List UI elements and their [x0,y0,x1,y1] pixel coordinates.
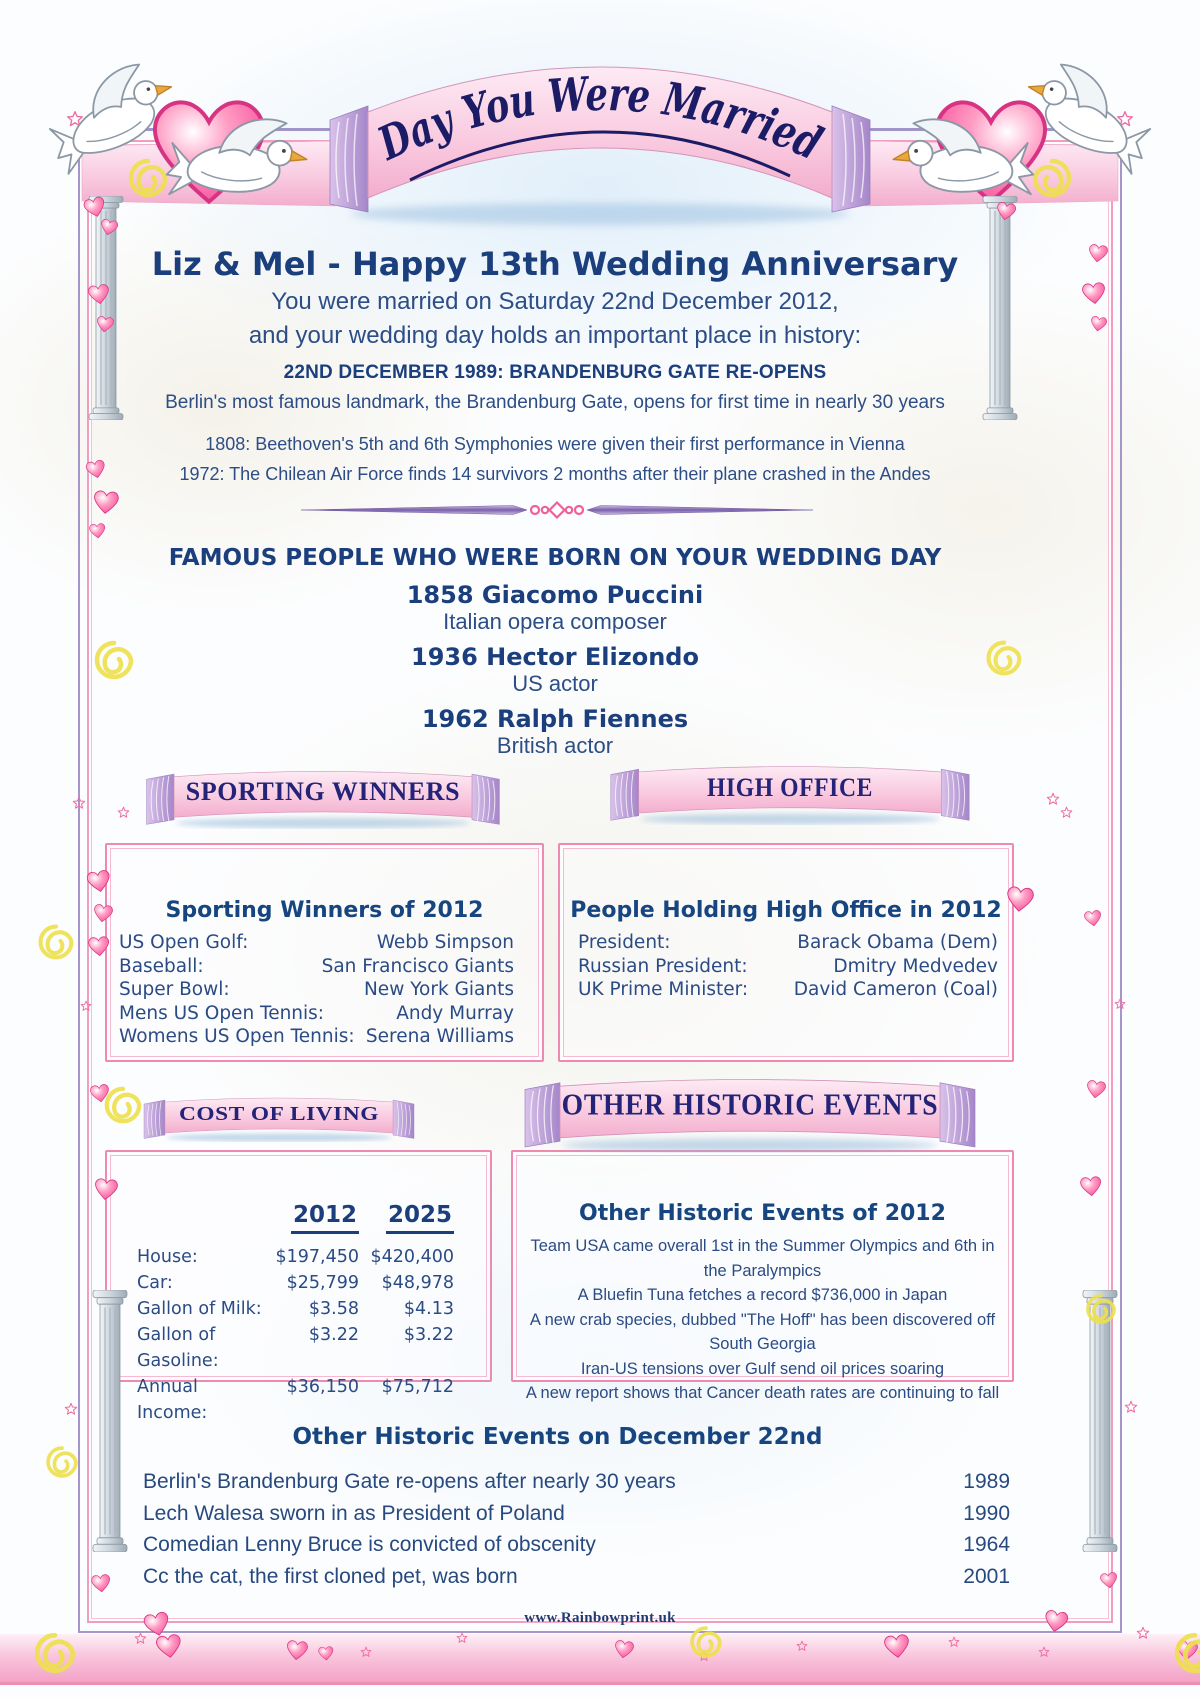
row-value: David Cameron (Coal) [793,979,998,1000]
star-icon [64,1402,78,1416]
swirl-icon [1172,1630,1200,1676]
heart-icon [85,868,113,895]
col-header-2025: 2025 [386,1200,454,1234]
row-label: Womens US Open Tennis: [119,1026,355,1047]
row-label: House: [137,1247,198,1267]
high-office-heading: People Holding High Office in 2012 [570,898,1002,923]
star-icon [1114,998,1126,1010]
value-2025: $3.22 [403,1325,454,1345]
star-icon [1136,1626,1150,1640]
event-line: A new report shows that Cancer death rates are continuing to fall [525,1384,1000,1402]
heart-icon [317,1645,334,1661]
heart-icon [1089,315,1109,334]
event-year: 1990 [963,1501,1010,1525]
row-value: New York Giants [363,979,514,1000]
ribbon-label: HIGH OFFICE [707,771,873,802]
table-row [578,931,998,955]
heart-icon [154,1632,183,1660]
heart-icon [95,315,115,334]
row-label: Mens US Open Tennis: [119,1002,325,1024]
swirl-icon [102,1084,144,1126]
ribbon-banner-sporting [127,757,519,829]
sporting-heading: Sporting Winners of 2012 [165,898,484,923]
heart-icon [1042,1608,1070,1635]
star-icon [72,796,86,810]
star-icon [360,1646,372,1658]
table-row [119,955,514,979]
row-label: Gallon of Milk: [137,1299,262,1319]
heart-icon [92,489,120,516]
pillar-icon [982,196,1018,420]
row-value: Andy Murray [396,1002,514,1024]
event-line: Iran-US tensions over Gulf send oil prices soaring [580,1359,945,1378]
banner-title: Day You Were Married [370,66,837,174]
row-label: UK Prime Minister: [578,979,749,1000]
dec22-heading: Other Historic Events on December 22nd [292,1424,823,1450]
event-text: Berlin's Brandenburg Gate re-opens after nearly 30 years [143,1470,676,1493]
swirl-icon [44,1444,80,1480]
swirl-icon [688,1624,724,1660]
footer-website: www.Rainbowprint.uk [524,1610,676,1626]
title-block [95,243,1015,353]
heart-icon [84,458,108,481]
heart-icon [1005,885,1036,915]
ribbon-banner-high-office [590,752,990,825]
person-name: 1962 Ralph Fiennes [421,705,689,733]
star-icon [1038,1646,1050,1658]
star-icon [80,1000,92,1012]
dec22-rows [105,1466,1010,1592]
top-banner [0,0,1200,240]
heart-icon [1085,1079,1107,1101]
row-value: Webb Simpson [376,932,514,953]
star-icon [796,1640,808,1652]
row-label: Baseball: [119,955,204,977]
heart-icon [87,935,111,958]
row-label: Annual Income: [137,1377,208,1423]
high-office-rows [578,931,998,1002]
table-row [143,1529,1010,1561]
event-line: 1808: Beethoven's 5th and 6th Symphonies were given their first performance in Vienna [205,434,905,454]
event-year: 1964 [963,1533,1010,1556]
ribbon-banner-cost [128,1087,430,1142]
heart-icon [1087,243,1109,265]
table-row [143,1466,1010,1498]
event-text: Cc the cat, the first cloned pet, was born [143,1564,518,1588]
person-role: Italian opera composer [443,609,667,634]
event-text: Lech Walesa sworn in as President of Poland [143,1501,565,1525]
event-line: Team USA came overall 1st in the Summer Olympics and 6th in the Paralympics [530,1237,995,1280]
event-detail: Berlin's most famous landmark, the Brandenburg Gate, opens for first time in nearly 30 years [165,392,945,413]
famous-people-section [95,543,1015,759]
row-value: San Francisco Giants [321,955,514,977]
heart-icon [995,200,1018,222]
wedding-day-event-block [95,360,1015,416]
event-line: 1972: The Chilean Air Force finds 14 survivors 2 months after their plane crashed in the Andes [179,464,931,484]
table-row [119,978,514,1002]
row-label: Gallon of Gasoline: [137,1325,219,1371]
dec22-events-section [105,1422,1010,1592]
marriage-date-line: You were married on Saturday 22nd December 2012, [271,288,839,315]
ribbon-banner-historic [500,1061,1000,1153]
famous-person [95,705,1015,759]
event-year: 1989 [963,1470,1010,1493]
table-row [143,1561,1010,1593]
swirl-icon [36,922,76,962]
star-icon [948,1636,960,1648]
heart-icon [98,217,119,237]
row-label: President: [578,932,671,953]
event-line: A new crab species, dubbed "The Hoff" has been discovered off South Georgia [529,1310,996,1353]
star-icon [1124,1400,1138,1414]
page-title: Liz & Mel - Happy 13th Wedding Anniversary [151,245,959,283]
sporting-winners-box [105,843,544,1062]
heart-icon [1099,1571,1119,1590]
history-intro-line: and your wedding day holds an important place in history: [248,322,862,349]
heart-icon [1083,909,1103,928]
row-value: Dmitry Medvedev [833,955,998,977]
famous-person [95,643,1015,697]
value-2012: $197,450 [275,1247,359,1267]
table-row [119,1002,514,1026]
value-2025: $75,712 [381,1377,454,1397]
value-2025: $48,978 [381,1273,454,1293]
row-label: Russian President: [578,955,748,977]
heart-icon [92,903,114,925]
person-name: 1936 Hector Elizondo [411,643,699,671]
row-value: Serena Williams [365,1026,514,1047]
cost-of-living-box [105,1150,492,1423]
heart-icon [88,522,107,540]
ribbon-label: OTHER HISTORIC EVENTS [561,1087,939,1122]
heart-icon [90,1573,112,1594]
heart-icon [1079,1175,1103,1198]
ribbon-label: COST OF LIVING [179,1103,379,1125]
divider-ornament [297,497,817,523]
star-icon [117,806,130,819]
sporting-rows [119,931,514,1049]
value-2012: $36,150 [286,1377,359,1397]
pillar-icon [92,1290,128,1552]
event-headline: 22ND DECEMBER 1989: BRANDENBURG GATE RE-OPENS [283,362,827,383]
value-2012: $3.22 [308,1325,359,1345]
pillar-icon [1082,1290,1118,1552]
value-2012: $25,799 [286,1273,359,1293]
event-line: A Bluefin Tuna fetches a record $736,000 in Japan [577,1286,948,1304]
historic-2012-events [521,1234,1004,1406]
cost-column-headers [107,1200,490,1234]
value-2025: $420,400 [370,1247,454,1267]
star-icon [1060,806,1073,819]
heart-icon [883,1633,911,1661]
heart-icon [285,1639,309,1662]
value-2025: $4.13 [403,1299,454,1319]
table-row [143,1498,1010,1530]
table-row [119,931,514,955]
star-icon [456,1632,468,1644]
swirl-icon [32,1630,78,1676]
event-text: Comedian Lenny Bruce is convicted of obscenity [143,1533,596,1556]
swirl-icon [1084,1292,1118,1326]
table-row [578,955,998,979]
row-value: Barack Obama (Dem) [797,932,998,953]
cost-table [107,1244,490,1426]
heart-icon [87,283,112,307]
star-icon [134,1632,147,1645]
swirl-icon [984,638,1024,678]
ribbon-label: SPORTING WINNERS [185,777,461,807]
famous-heading: FAMOUS PEOPLE WHO WERE BORN ON YOUR WEDDING DAY [168,545,942,571]
heart-icon [93,1177,119,1202]
row-label: Car: [137,1273,173,1293]
heart-icon [1081,281,1107,306]
famous-person [95,581,1015,635]
row-label: US Open Golf: [119,932,249,953]
person-role: US actor [512,671,598,696]
heart-icon [613,1639,635,1661]
person-role: British actor [496,733,614,758]
table-row [119,1025,514,1049]
other-year-events-block [95,429,1015,489]
value-2012: $3.58 [308,1299,359,1319]
swirl-icon [92,638,136,682]
person-name: 1858 Giacomo Puccini [406,581,704,609]
event-year: 2001 [963,1564,1010,1588]
historic-events-2012-box [511,1150,1014,1402]
table-row [578,978,998,1002]
star-icon [1046,792,1060,806]
row-label: Super Bowl: [119,979,230,1000]
historic-2012-heading: Other Historic Events of 2012 [579,1201,946,1226]
high-office-box [558,843,1014,1062]
col-header-2012: 2012 [291,1200,359,1234]
